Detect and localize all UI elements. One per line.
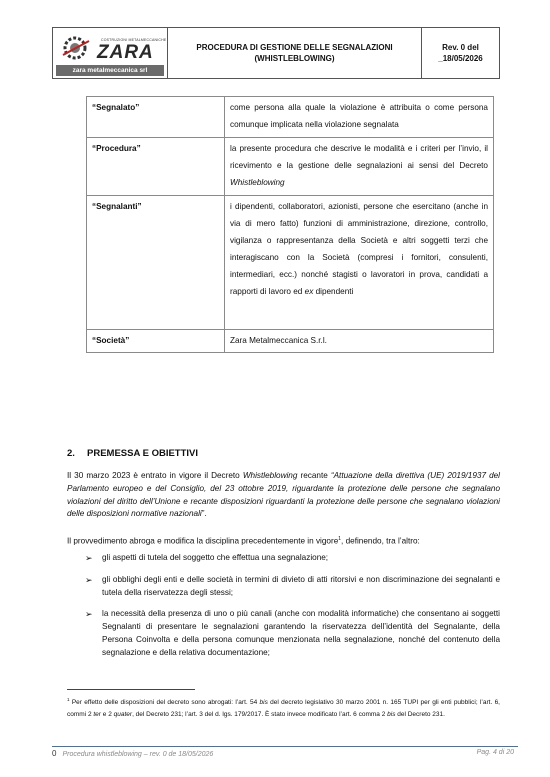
- arrow-bullet-icon: ➢: [85, 574, 93, 585]
- revision-date: _18/05/2026: [438, 54, 483, 63]
- footnote-separator: [67, 689, 195, 690]
- table-row: [87, 97, 494, 138]
- logo-cell: [53, 28, 168, 78]
- revision-cell: [422, 28, 499, 78]
- footnote-ref[interactable]: 1: [338, 536, 342, 542]
- logo-wordmark: ZARA: [97, 42, 154, 63]
- document-title-line1: PROCEDURA DI GESTIONE DELLE SEGNALAZIONI: [196, 43, 393, 52]
- company-logo: [57, 31, 167, 63]
- page-number: Pag. 4 di 20: [476, 749, 514, 756]
- footer-page-marker: 0: [52, 749, 57, 758]
- definition-term: “Procedura”: [87, 138, 225, 196]
- list-item: ➢ gli aspetti di tutela del soggetto che effettua una segnalazione;: [85, 553, 329, 563]
- definition-text: come persona alla quale la violazione è attribuita o come persona comunque implicata nella violazione segnalata: [225, 97, 494, 138]
- logo-subtitle: COSTRUZIONI METALMECCANICHE: [101, 38, 167, 42]
- provision-paragraph: Il provvedimento abroga e modifica la disciplina precedentemente in vigore$^1$, definendo, tra l’altro:: [67, 536, 420, 546]
- objectives-list: [85, 552, 500, 660]
- revision-line1: Rev. 0 del: [442, 43, 479, 52]
- footer-rule: [52, 746, 518, 747]
- definition-term: “Segnalato”: [87, 97, 225, 138]
- arrow-bullet-icon: ➢: [85, 553, 93, 563]
- company-name-bar: zara metalmeccanica srl: [56, 65, 164, 76]
- definitions-table: [86, 96, 494, 353]
- footnote: $^1$ Per effetto delle disposizioni del decreto sono abrogati: l’art. 54 bis del decreto legislativo 30 marzo 2001 n. 165 TUPI per gli enti pubblici; l’art. 6, commi 2 ter e 2 quater, del Decreto 231; l’art. 3 del d. lgs. 179/2017. È stato invece modificato l’art. 6 comma 2 bis del Decreto 231.: [67, 697, 500, 718]
- intro-paragraph: Il 30 marzo 2023 è entrato in vigore il Decreto Whistleblowing recante “Attuazione della direttiva (UE) 2019/1937 del Parlamento europeo e del Consiglio, del 23 ottobre 2019, riguardante la protezione delle persone che segnalano violazioni del diritto dell’Unione e recante disposizioni riguardanti la protezione delle persone che segnalano violazioni delle disposizioni normative nazionali”.: [67, 471, 501, 519]
- list-item: ➢ gli obblighi degli enti e delle società in termini di divieto di atti ritorsivi e non discriminazione dei segnalanti e tutela della riservatezza degli stessi;: [85, 574, 500, 597]
- section-title: PREMESSA E OBIETTIVI: [87, 448, 199, 459]
- table-row: [87, 330, 494, 353]
- list-item: ➢ la necessità della presenza di uno o più canali (anche con modalità informatiche) che consentano ai soggetti Segnalanti di presentare le segnalazioni garantendo la riservatezza dell’identità del Segnalante, della Persona Coinvolta e della persona comunque menzionata nella segnalazione, nonché del contenuto della segnalazione e della relativa documentazione;: [85, 609, 500, 657]
- document-header: [52, 27, 500, 79]
- definition-term: “Segnalanti”: [87, 196, 225, 330]
- table-row: [87, 196, 494, 330]
- document-title-line2: (WHISTLEBLOWING): [254, 54, 335, 63]
- definition-text: la presente procedura che descrive le modalità e i criteri per l’invio, il ricevimento e la gestione delle segnalazioni ai sensi del Decreto Whistleblowing: [225, 138, 494, 196]
- footer-document-label: Procedura whistleblowing – rev. 0 de 18/05/2026: [62, 751, 214, 758]
- document-title-cell: [168, 28, 422, 78]
- definition-term: “Società”: [87, 330, 225, 353]
- definition-text: i dipendenti, collaboratori, azionisti, persone che esercitano (anche in via di mero fatto) funzioni di amministrazione, direzione, controllo, vigilanza o rappresentanza della Società e altri soggetti terzi che interagiscano con la Società (compresi i fornitori, consulenti, intermediari, ecc.) nonché stagisti o lavoratori in prova, candidati a rapporti di lavoro ed ex dipendenti: [225, 196, 494, 330]
- definition-text: Zara Metalmeccanica S.r.l.: [225, 330, 494, 353]
- footer-left: [52, 749, 213, 758]
- gear-logo-icon: [59, 33, 95, 63]
- table-row: [87, 138, 494, 196]
- arrow-bullet-icon: ➢: [85, 609, 93, 620]
- section-number: 2.: [67, 448, 75, 459]
